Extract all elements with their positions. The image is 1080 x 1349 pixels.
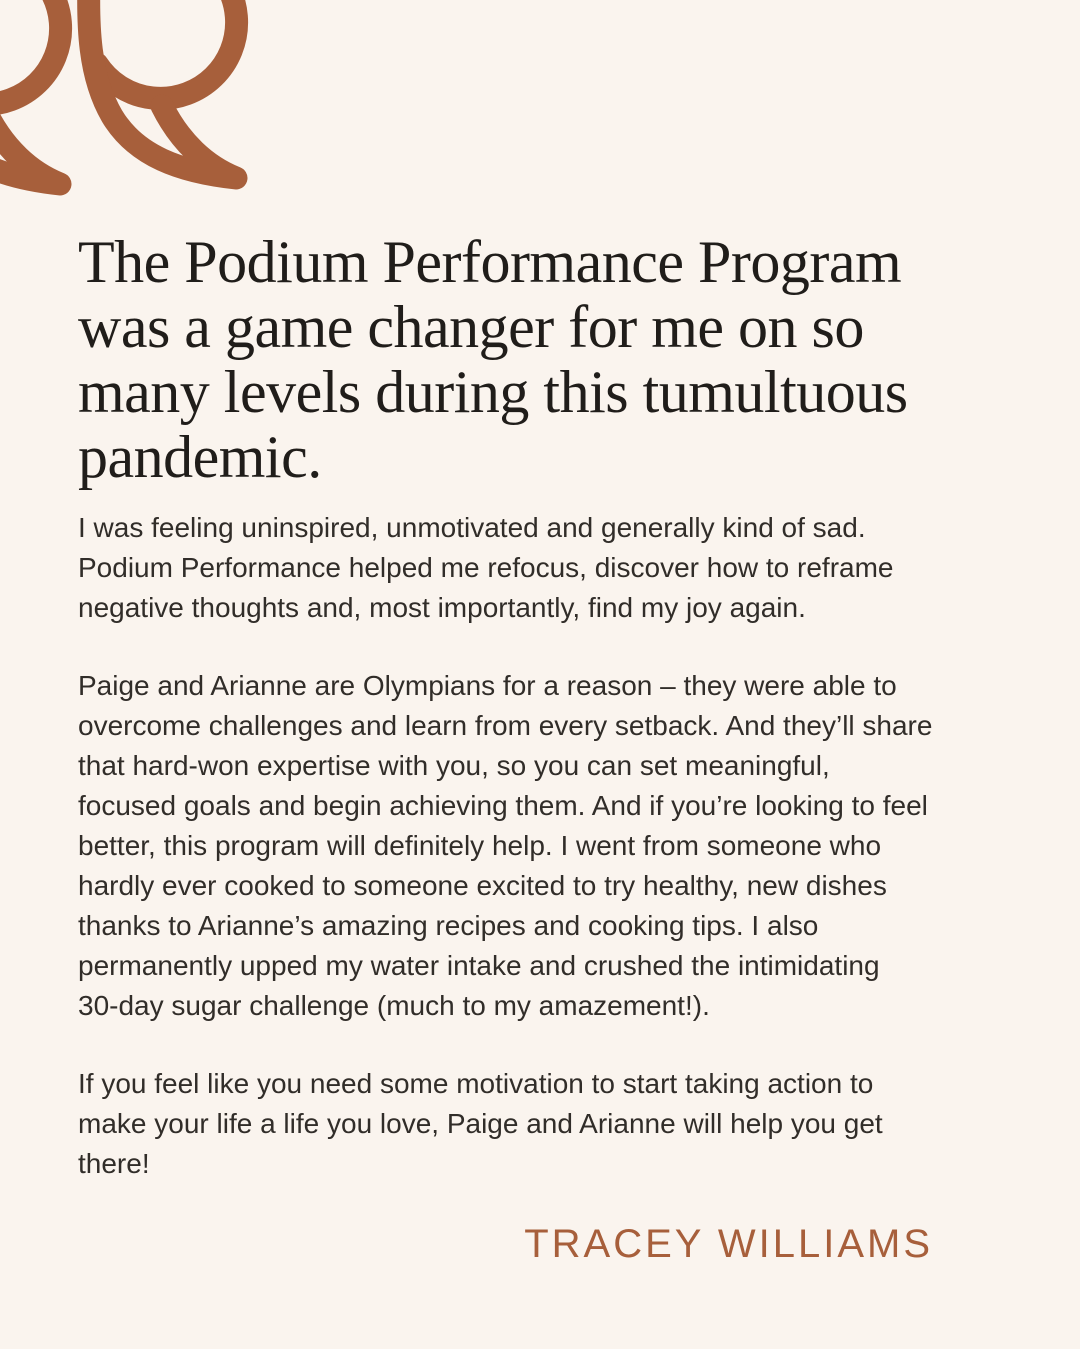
headline-line: was a game changer for me on so (78, 294, 864, 360)
testimonial-paragraph (78, 1064, 978, 1184)
paragraph-line: If you feel like you need some motivation to start taking action to (78, 1068, 874, 1099)
paragraph-line: permanently upped my water intake and crushed the intimidating (78, 950, 880, 981)
paragraph-line: 30-day sugar challenge (much to my amazement!). (78, 990, 710, 1021)
headline-line: pandemic. (78, 424, 322, 490)
paragraph-line: hardly ever cooked to someone excited to try healthy, new dishes (78, 870, 887, 901)
testimonial-paragraph (78, 666, 978, 1026)
paragraph-line: that hard-won expertise with you, so you can set meaningful, (78, 750, 830, 781)
testimonial-paragraph (78, 508, 978, 628)
quotation-marks-icon (0, 0, 270, 205)
paragraph-line: overcome challenges and learn from every setback. And they’ll share (78, 710, 933, 741)
testimonial-content (78, 230, 978, 1267)
paragraph-line: Paige and Arianne are Olympians for a reason – they were able to (78, 670, 897, 701)
signature-name: TRACEY WILLIAMS (524, 1222, 933, 1266)
paragraph-line: negative thoughts and, most importantly, find my joy again. (78, 592, 806, 623)
headline-line: many levels during this tumultuous (78, 359, 908, 425)
paragraph-line: there! (78, 1148, 150, 1179)
paragraph-line: thanks to Arianne’s amazing recipes and cooking tips. I also (78, 910, 819, 941)
paragraph-line: Podium Performance helped me refocus, discover how to reframe (78, 552, 894, 583)
headline-line: The Podium Performance Program (78, 229, 902, 295)
paragraph-line: focused goals and begin achieving them. And if you’re looking to feel (78, 790, 928, 821)
paragraph-line: make your life a life you love, Paige and Arianne will help you get (78, 1108, 883, 1139)
paragraph-line: I was feeling uninspired, unmotivated and generally kind of sad. (78, 512, 866, 543)
paragraph-line: better, this program will definitely help. I went from someone who (78, 830, 882, 861)
headline (78, 230, 978, 490)
